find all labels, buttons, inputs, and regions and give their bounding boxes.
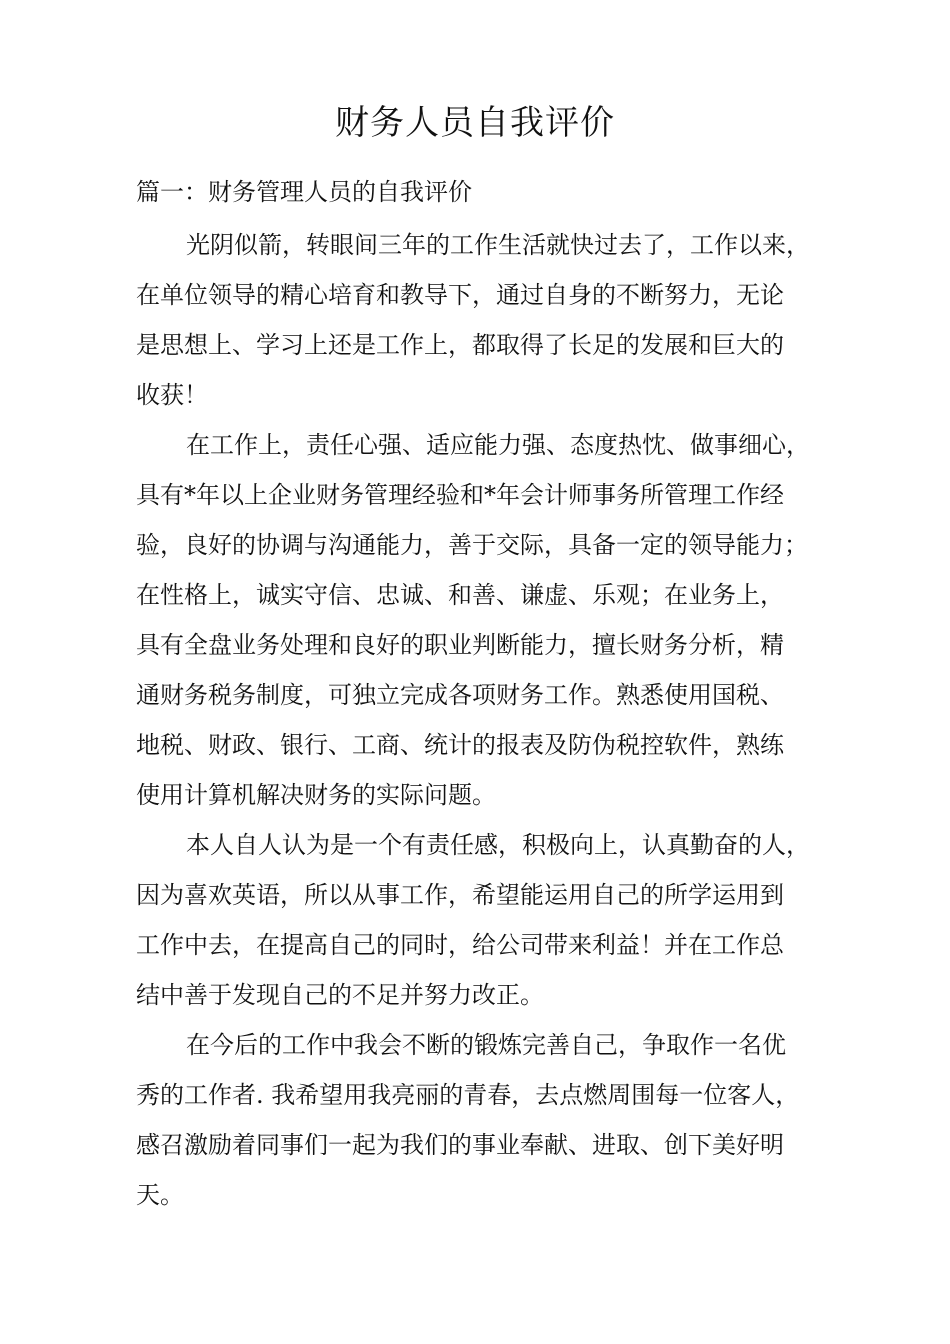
- paragraph-line: 在性格上，诚实守信、忠诚、和善、谦虚、乐观；在业务上，: [136, 581, 784, 609]
- paragraph-2: [136, 420, 836, 820]
- paragraph-line: 具有*年以上企业财务管理经验和*年会计师事务所管理工作经: [136, 481, 784, 509]
- paragraph-line: 工作中去，在提高自己的同时，给公司带来利益！并在工作总: [136, 931, 784, 959]
- paragraph-line: 具有全盘业务处理和良好的职业判断能力，擅长财务分析，精: [136, 631, 784, 659]
- paragraph-line: 因为喜欢英语，所以从事工作，希望能运用自己的所学运用到: [136, 881, 784, 909]
- paragraph-line: 在今后的工作中我会不断的锻炼完善自己，争取作一名优: [186, 1031, 786, 1059]
- section-heading: 篇一：财务管理人员的自我评价: [136, 178, 472, 206]
- paragraph-line: 使用计算机解决财务的实际问题。: [136, 781, 496, 809]
- paragraph-line: 光阴似箭，转眼间三年的工作生活就快过去了，工作以来，: [186, 231, 810, 259]
- paragraph-line: 结中善于发现自己的不足并努力改正。: [136, 981, 544, 1009]
- paragraph-line: 在单位领导的精心培育和教导下，通过自身的不断努力，无论: [136, 281, 784, 309]
- paragraph-line: 秀的工作者. 我希望用我亮丽的青春，去点燃周围每一位客人，: [136, 1081, 800, 1109]
- paragraph-line: 地税、财政、银行、工商、统计的报表及防伪税控软件，熟练: [136, 731, 784, 759]
- document-title: 财务人员自我评价: [335, 103, 615, 143]
- paragraph-4: [136, 1020, 836, 1220]
- document-body: [136, 220, 836, 1220]
- paragraph-line: 通财务税务制度，可独立完成各项财务工作。熟悉使用国税、: [136, 681, 784, 709]
- paragraph-1: [136, 220, 836, 420]
- paragraph-line: 收获！: [136, 381, 208, 409]
- paragraph-3: [136, 820, 836, 1020]
- paragraph-line: 本人自人认为是一个有责任感，积极向上，认真勤奋的人，: [186, 831, 810, 859]
- paragraph-line: 天。: [136, 1181, 184, 1209]
- paragraph-line: 验，良好的协调与沟通能力，善于交际，具备一定的领导能力；: [136, 531, 808, 559]
- paragraph-line: 感召激励着同事们一起为我们的事业奉献、进取、创下美好明: [136, 1131, 784, 1159]
- paragraph-line: 是思想上、学习上还是工作上，都取得了长足的发展和巨大的: [136, 331, 784, 359]
- paragraph-line: 在工作上，责任心强、适应能力强、态度热忱、做事细心，: [186, 431, 810, 459]
